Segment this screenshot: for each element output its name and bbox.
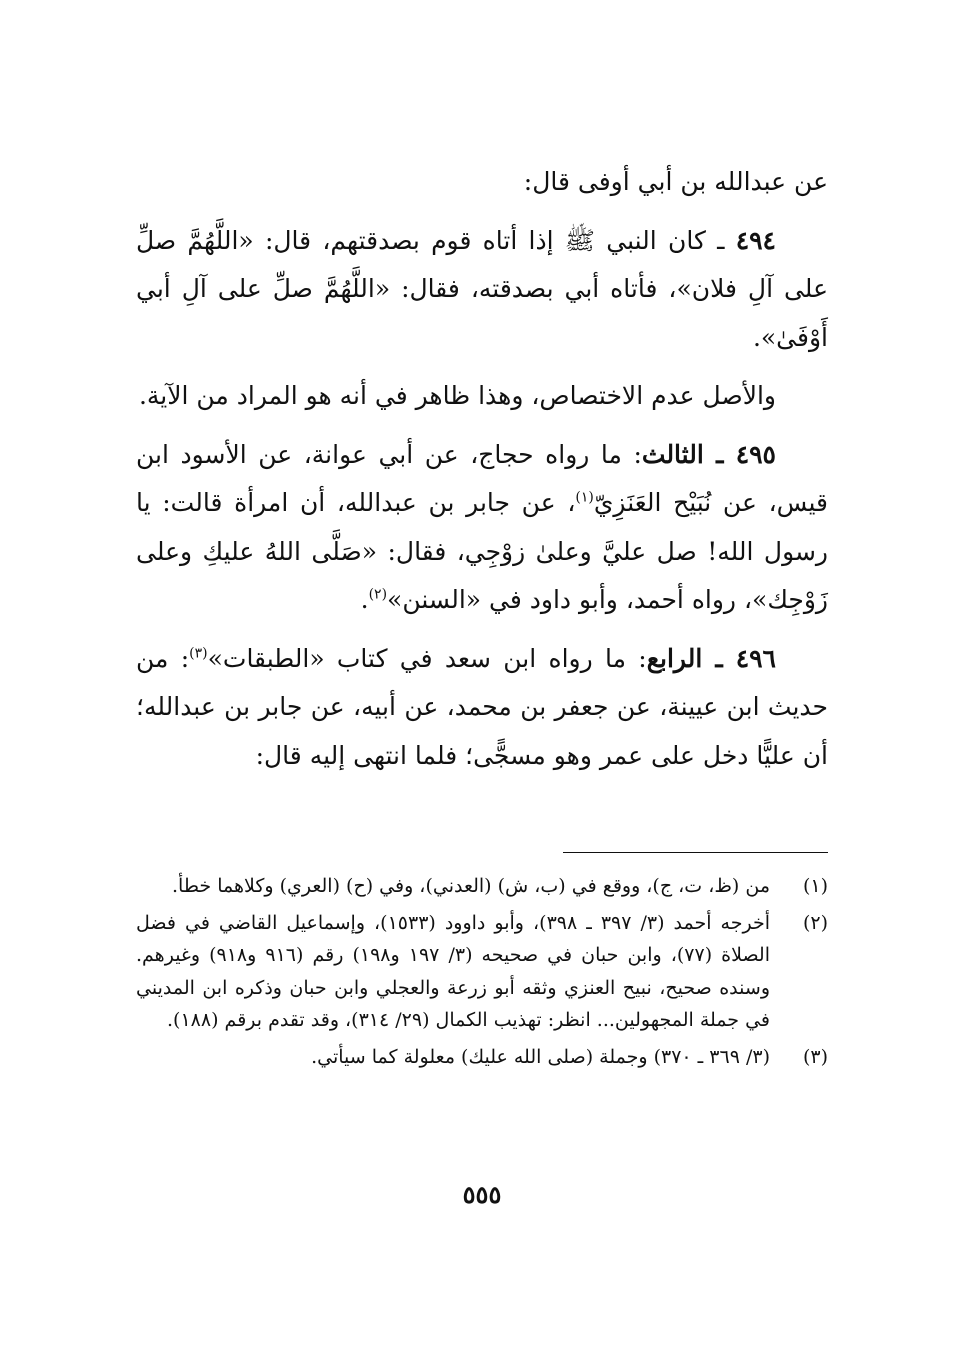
intro-line: عن عبدالله بن أبي أوفى قال: [523,167,828,196]
footnote-number: (١) [802,875,828,897]
footnote-number: (٣) [802,1045,828,1068]
footnote-ref: (٣) [189,645,208,662]
footnote [136,870,828,903]
hadith-number: ٤٩٤ [735,225,776,255]
footnotes [136,870,828,1077]
footnote [136,907,828,1037]
section-label: الثالث [641,439,704,469]
dash: ـ [703,439,736,469]
hadith-494 [136,217,828,363]
footnote-ref: (٢) [368,586,388,603]
hadith-number: ٤٩٥ [735,439,776,469]
footnote-ref: (١) [575,489,594,506]
footnote-text: أخرجه أحمد (٣/ ٣٩٧ ـ ٣٩٨)، وأبو داوود (١٥٣٣)، وإسماعيل القاضي في فضل الصلاة (٧٧)، وابن حبان في صحيحه (٣/ ١٩٧ و١٩٨) رقم (٩١٦ و٩١٨) وغيرهم. وسنده صحيح، نبيح العنزي وثقه أبو زرعة والعجلي وابن حبان وذكره ابن المديني في جملة المجهولين... انظر: تهذيب الكمال (٢٩/ ٣١٤)، وقد تقدم برقم (١٨٨). [136,911,770,1031]
footnote-number: (٢) [802,911,828,934]
hadith-text: . [360,585,369,614]
footnote-divider [563,852,828,853]
hadith-495 [136,431,828,625]
hadith-number: ٤٩٦ [735,643,776,673]
page-number: ٥٥٥ [462,1180,502,1209]
footnote [136,1041,828,1074]
hadith-text: : ما رواه ابن سعد في كتاب «الطبقات» [207,643,647,673]
section-label: الرابع [646,643,703,673]
footnote-text: (٣/ ٣٦٩ ـ ٣٧٠) وجملة (صلى الله عليك) معلولة كما سيأتي. [311,1045,770,1068]
hadith-text: : ما رواه حجاج، عن أبي عوانة، عن الأسود ابن قيس، عن نُبَيْح العَنَزِيّ [136,439,828,517]
main-text [136,158,828,780]
hadith-496 [136,635,828,781]
commentary: والأصل عدم الاختصاص، وهذا ظاهر في أنه هو المراد من الآية. [138,381,776,410]
dash: ـ [702,643,736,673]
hadith-text: ـ كان النبي ﷺ إذا أتاه قوم بصدقتهم، قال: «اللَّهُمَّ صلِّ على آلِ فلان»، فأتاه أبي بصدقته، فقال: «اللَّهُمَّ صلِّ على آلِ أبي أَوْفَىٰ». [136,225,828,352]
footnote-text: من (ظ، ت، ج)، ووقع في (ب، ش) (العدني)، وفي (ح) (العري) وكلاهما خطأ. [172,875,770,897]
hadith-text: : من حديث ابن عيينة، عن جعفر بن محمد، عن أبيه، عن جابر بن عبدالله؛ أن عليًّا دخل على عمر وهو مسجًّى؛ فلما انتهى إليه قال: [136,643,828,770]
hadith-text: ، عن جابر بن عبدالله، أن امرأة قالت: يا رسول الله! صل عليَّ وعلىٰ زوْجِي، فقال: «صَلَّى اللهُ عليكِ وعلى زَوْجِك»، رواه أحمد، وأبو داود في «السنن» [136,488,828,614]
